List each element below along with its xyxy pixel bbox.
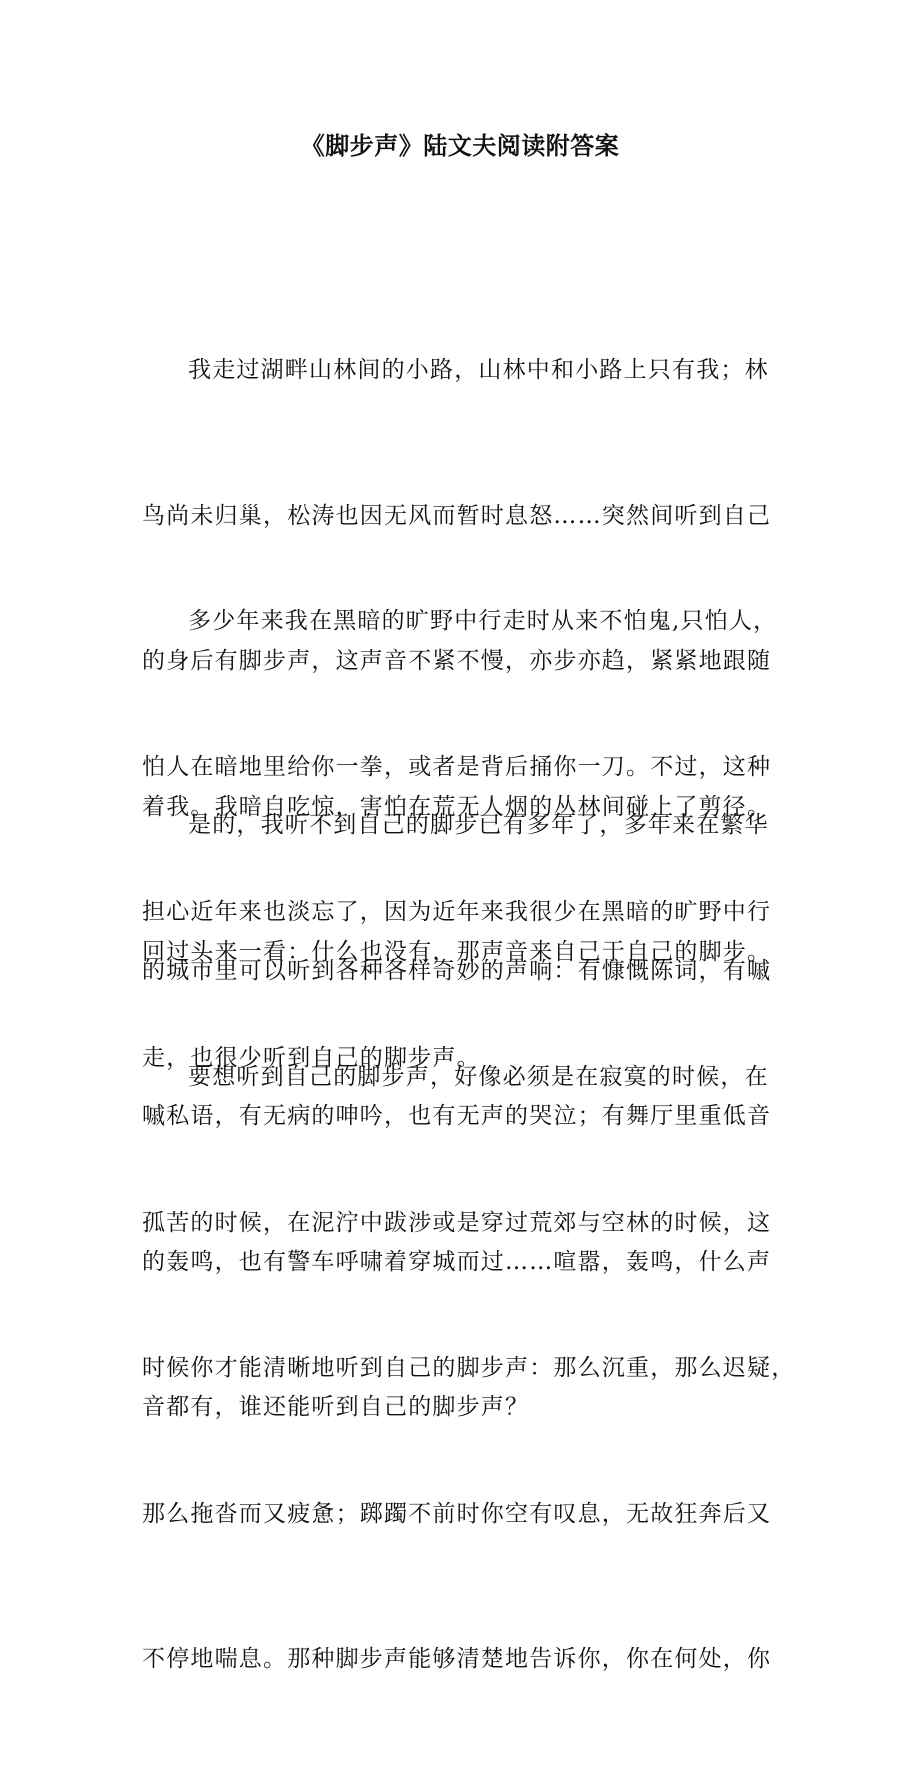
paragraph-line: 走，也很少听到自己的脚步声。 [142,1044,481,1071]
paragraph-line: 着我。我暗自吃惊，害怕在荒无人烟的丛林间碰上了剪径。 [142,793,772,820]
paragraph-line: 音都有，谁还能听到自己的脚步声？ [142,1394,530,1420]
paragraph-line: 的城市里可以听到各种各样奇妙的声响：有慷慨陈词，有嘁 [142,957,772,984]
paragraph-line: 不停地喘息。那种脚步声能够清楚地告诉你，你在何处，你 [142,1646,772,1672]
paragraph-line: 鸟尚未归巢，松涛也因无风而暂时息怒……突然间听到自己 [142,502,772,529]
document-title: 《脚步声》陆文夫阅读附答案 [300,131,620,160]
paragraph-line: 我走过湖畔山林间的小路，山林中和小路上只有我；林 [188,357,769,383]
paragraph-line: 怕人在暗地里给你一拳，或者是背后捅你一刀。不过，这种 [142,753,772,780]
paragraph-line: 时候你才能清晰地听到自己的脚步声：那么沉重，那么迟疑， [142,1355,796,1381]
paragraph-line: 回过头来一看：什么也没有，那声音来自己于自己的脚步。 [142,939,772,965]
paragraph-line: 要想听到自己的脚步声，好像必须是在寂寞的时候，在 [188,1064,769,1090]
paragraph-line: 嘁私语，有无病的呻吟，也有无声的哭泣；有舞厅里重低音 [142,1103,772,1129]
paragraph-line: 担心近年来也淡忘了，因为近年来我很少在黑暗的旷野中行 [142,899,772,925]
paragraph-line: 那么拖沓而又疲惫；踯躅不前时你空有叹息，无故狂奔后又 [142,1500,772,1527]
paragraph-line: 的身后有脚步声，这声音不紧不慢，亦步亦趋，紧紧地跟随 [142,648,772,674]
paragraph-line: 是的，我听不到自己的脚步已有多年了，多年来在繁华 [188,812,769,838]
paragraph-line: 孤苦的时候，在泥泞中跋涉或是穿过荒郊与空林的时候，这 [142,1209,772,1236]
paragraph-line: 多少年来我在黑暗的旷野中行走时从来不怕鬼,只怕人， [188,608,778,634]
paragraph-4 [142,956,798,1781]
paragraph-line: 的轰鸣，也有警车呼啸着穿城而过……喧嚣，轰鸣，什么声 [142,1248,772,1275]
